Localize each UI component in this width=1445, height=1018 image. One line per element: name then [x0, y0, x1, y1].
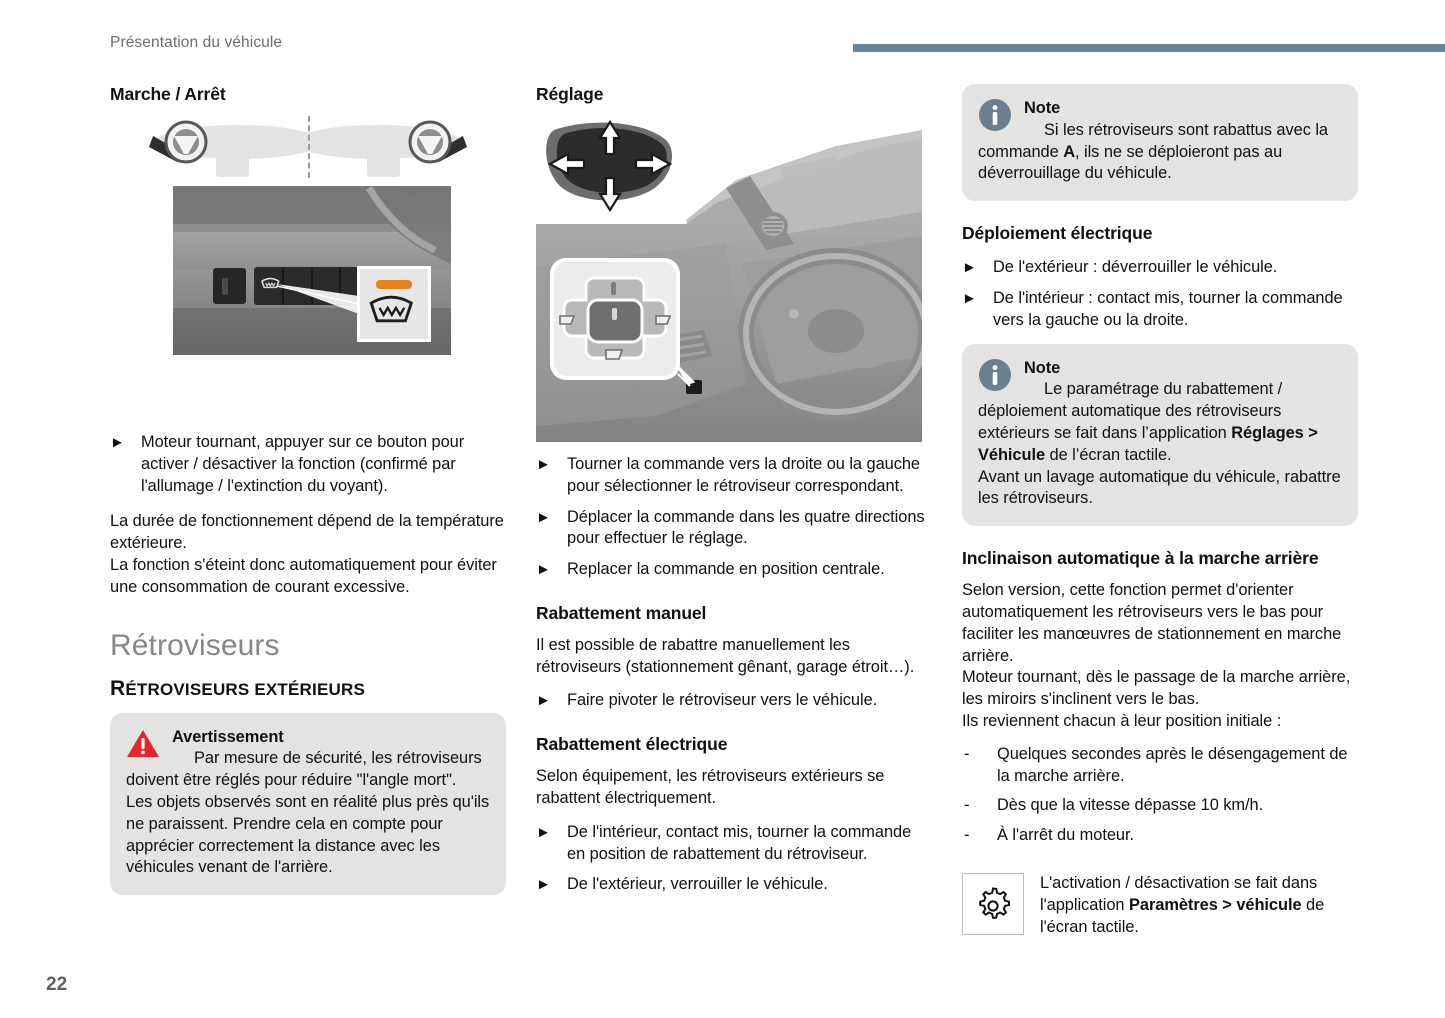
gear-note-text: L'activation / désactivation se fait dans l'application Paramètres > véhicule de l'écran tactile.	[1040, 874, 1325, 936]
chapter-title-retroviseurs: Rétroviseurs	[110, 628, 280, 662]
marche-arret-bullets	[110, 432, 506, 497]
heading-rabattement-manuel: Rabattement manuel	[536, 602, 707, 623]
list-item: ► De l'extérieur, verrouiller le véhicule.	[536, 875, 828, 894]
dashboard-illustration	[173, 186, 451, 355]
column-middle	[536, 84, 932, 896]
dash-bullet-icon: -	[964, 744, 970, 763]
paragraph-auto-tilt-2: Moteur tournant, dès le passage de la marche arrière, les miroirs s'inclinent vers le bas.	[962, 668, 1351, 709]
arrow-bullet-icon: ►	[962, 289, 977, 307]
mirror-adjust-control-figure	[536, 116, 922, 442]
gear-note	[962, 873, 1358, 938]
arrow-bullet-icon: ►	[536, 823, 551, 841]
heading-reglage: Réglage	[536, 84, 604, 104]
list-item: ► Faire pivoter le rétroviseur vers le véhicule.	[536, 691, 878, 710]
info-circle-glyph	[978, 98, 1012, 132]
demist-button-figure	[110, 120, 506, 420]
electric-deploy-bullets	[962, 257, 1358, 331]
arrow-bullet-icon: ►	[962, 259, 977, 277]
arrow-bullet-icon: ►	[536, 692, 551, 710]
list-item: - Quelques secondes après le désengagement de la marche arrière.	[964, 744, 1348, 785]
warning-triangle-icon	[126, 727, 170, 761]
interior-mirror-illustration	[536, 116, 922, 442]
list-item: - À l'arrêt du moteur.	[962, 825, 1358, 847]
heading-deploiement-electrique: Déploiement électrique	[962, 223, 1153, 244]
paragraph-auto-off: La fonction s'éteint donc automatiquement pour éviter une consommation de courant excessive.	[110, 555, 497, 596]
note-callout-1	[962, 84, 1358, 201]
note-callout-2	[962, 344, 1358, 527]
dash-bullet-icon: -	[964, 826, 970, 845]
note-1-text: Note Si les rétroviseurs sont rabattus avec la commande A, ils ne se déploieront pas au déverrouillage du véhicule.	[978, 99, 1329, 183]
arrow-bullet-icon: ►	[536, 561, 551, 579]
heading-rabattement-electrique: Rabattement électrique	[536, 734, 728, 755]
section-title-retroviseurs-exterieurs: RÉTROVISEURS EXTÉRIEURS	[110, 676, 365, 700]
paragraph-auto-tilt-1: Selon version, cette fonction permet d'orienter automatiquement les rétroviseurs vers le bas pour faciliter les manœuvres de stationnement en marche arrière.	[962, 581, 1342, 665]
list-item: ► Tourner la commande vers la droite ou la gauche pour sélectionner le rétroviseur correspondant.	[536, 454, 920, 495]
heading-inclinaison-automatique: Inclinaison automatique à la marche arrière	[962, 548, 1319, 569]
steering-wheel-pair	[141, 120, 475, 177]
warning-triangle-glyph	[126, 729, 160, 759]
auto-tilt-items	[962, 744, 1358, 847]
note-2-text: Note Le paramétrage du rabattement / déploiement automatique des rétroviseurs extérieurs se fait dans l’application Réglages > Véhicule de l’écran tactile. Avant un lavage automatique du véhicule, rabattre les rétroviseurs.	[978, 358, 1341, 508]
paragraph-duration: La durée de fonctionnement dépend de la température extérieure.	[110, 512, 504, 553]
list-item: ► Déplacer la commande dans les quatre directions pour effectuer le réglage.	[536, 507, 925, 548]
header-rule	[853, 44, 1445, 52]
dashboard-photo	[173, 186, 451, 355]
gear-icon	[971, 882, 1015, 926]
info-circle-icon	[978, 98, 1022, 132]
info-circle-glyph	[978, 358, 1012, 392]
list-item: - Dès que la vitesse dépasse 10 km/h.	[962, 795, 1358, 817]
arrow-bullet-icon: ►	[536, 876, 551, 894]
arrow-bullet-icon: ►	[536, 508, 551, 526]
adjust-bullets	[536, 454, 932, 581]
heading-marche-arret: Marche / Arrêt	[110, 84, 226, 104]
list-item: ► De l'intérieur, contact mis, tourner la commande en position de rabattement du rétroviseur.	[536, 822, 912, 863]
column-left	[110, 84, 506, 895]
paragraph-electric-fold: Selon équipement, les rétroviseurs extérieurs se rabattent électriquement.	[536, 767, 885, 807]
warning-text: Avertissement Par mesure de sécurité, les rétroviseurs doivent être réglés pour réduire "l'angle mort". Les objets observés sont en réalité plus près qu'ils ne paraissent. Prendre cela en compte pour apprécier correctement la distance avec les véhicules venant de l'arrière.	[126, 727, 490, 877]
manual-fold-bullets	[536, 690, 932, 712]
arrow-bullet-icon: ►	[110, 433, 125, 451]
paragraph-manual-fold: Il est possible de rabattre manuellement les rétroviseurs (stationnement gênant, garage étroit…).	[536, 635, 915, 676]
list-item: ► De l'intérieur : contact mis, tourner la commande vers la gauche ou la droite.	[962, 288, 1343, 329]
gear-icon-box	[962, 873, 1024, 935]
arrow-bullet-icon: ►	[536, 455, 551, 473]
dash-bullet-icon: -	[964, 796, 970, 815]
electric-fold-bullets	[536, 822, 932, 896]
list-item: ► De l'extérieur : déverrouiller le véhicule.	[962, 258, 1278, 277]
running-head: Présentation du véhicule	[110, 34, 283, 51]
list-item: ► Replacer la commande en position centrale.	[536, 560, 885, 579]
column-right	[962, 84, 1358, 939]
paragraph-auto-tilt-3: Ils reviennent chacun à leur position initiale :	[962, 712, 1282, 730]
page-number: 22	[46, 974, 68, 995]
warning-callout	[110, 713, 506, 896]
figure-divider	[308, 116, 310, 178]
info-circle-icon	[978, 358, 1022, 392]
list-item: ► Moteur tournant, appuyer sur ce bouton pour activer / désactiver la fonction (confirmé par l'allumage / l'extinction du voyant).	[110, 432, 465, 495]
